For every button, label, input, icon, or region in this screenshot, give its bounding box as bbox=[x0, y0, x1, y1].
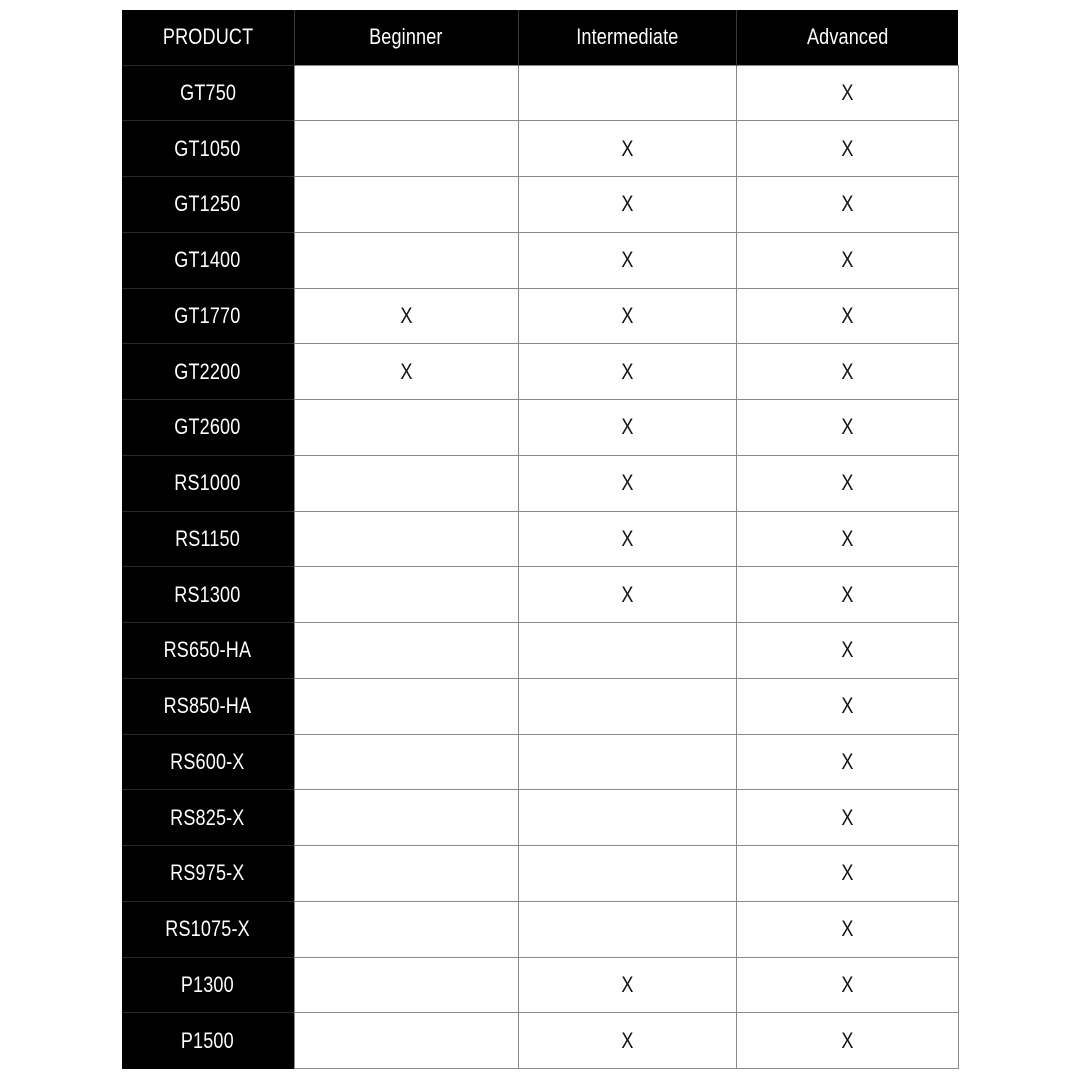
advanced-cell bbox=[736, 846, 958, 902]
intermediate-cell-value: X bbox=[620, 247, 634, 273]
advanced-cell bbox=[736, 567, 958, 623]
advanced-cell-value: X bbox=[840, 1027, 854, 1053]
product-cell-value: RS850-HA bbox=[163, 693, 252, 719]
beginner-cell bbox=[294, 734, 518, 790]
product-cell-value: GT1250 bbox=[174, 191, 241, 217]
product-cell bbox=[122, 790, 294, 846]
intermediate-cell-value: X bbox=[620, 414, 634, 440]
intermediate-cell-value: X bbox=[620, 525, 634, 551]
intermediate-cell bbox=[518, 65, 736, 121]
product-cell bbox=[122, 734, 294, 790]
table-row bbox=[122, 400, 958, 456]
table-row bbox=[122, 232, 958, 288]
advanced-cell-value: X bbox=[840, 358, 854, 384]
intermediate-cell bbox=[518, 455, 736, 511]
advanced-cell-value: X bbox=[840, 860, 854, 886]
advanced-cell bbox=[736, 177, 958, 233]
beginner-cell bbox=[294, 288, 518, 344]
advanced-cell bbox=[736, 65, 958, 121]
intermediate-cell-value: X bbox=[620, 358, 634, 384]
beginner-cell bbox=[294, 344, 518, 400]
table-row bbox=[122, 511, 958, 567]
intermediate-cell bbox=[518, 511, 736, 567]
beginner-cell bbox=[294, 901, 518, 957]
product-cell-value: P1300 bbox=[181, 971, 235, 997]
table-row bbox=[122, 344, 958, 400]
advanced-cell-value: X bbox=[840, 191, 854, 217]
beginner-cell-value: X bbox=[399, 302, 413, 328]
header-row bbox=[122, 10, 958, 65]
product-cell bbox=[122, 678, 294, 734]
beginner-cell bbox=[294, 121, 518, 177]
table-header bbox=[122, 10, 958, 65]
table-row bbox=[122, 65, 958, 121]
header-intermediate-label: Intermediate bbox=[575, 24, 679, 50]
advanced-cell-value: X bbox=[840, 916, 854, 942]
table-row bbox=[122, 177, 958, 233]
intermediate-cell bbox=[518, 1013, 736, 1069]
product-cell bbox=[122, 288, 294, 344]
advanced-cell-value: X bbox=[840, 748, 854, 774]
table-row bbox=[122, 734, 958, 790]
product-cell bbox=[122, 846, 294, 902]
intermediate-cell bbox=[518, 567, 736, 623]
advanced-cell-value: X bbox=[840, 525, 854, 551]
table-row bbox=[122, 455, 958, 511]
beginner-cell-value: X bbox=[399, 358, 413, 384]
product-cell bbox=[122, 65, 294, 121]
intermediate-cell bbox=[518, 623, 736, 679]
table-row bbox=[122, 288, 958, 344]
header-beginner-label: Beginner bbox=[369, 24, 443, 50]
beginner-cell bbox=[294, 455, 518, 511]
header-intermediate bbox=[518, 10, 736, 65]
advanced-cell bbox=[736, 678, 958, 734]
product-cell-value: RS1075-X bbox=[165, 916, 251, 942]
intermediate-cell bbox=[518, 678, 736, 734]
beginner-cell bbox=[294, 511, 518, 567]
beginner-cell bbox=[294, 400, 518, 456]
intermediate-cell bbox=[518, 288, 736, 344]
intermediate-cell-value: X bbox=[620, 971, 634, 997]
advanced-cell-value: X bbox=[840, 693, 854, 719]
advanced-cell-value: X bbox=[840, 470, 854, 496]
intermediate-cell-value: X bbox=[620, 470, 634, 496]
table-row bbox=[122, 623, 958, 679]
product-cell-value: GT2600 bbox=[174, 414, 241, 440]
table-row bbox=[122, 567, 958, 623]
product-cell bbox=[122, 455, 294, 511]
advanced-cell bbox=[736, 344, 958, 400]
advanced-cell bbox=[736, 1013, 958, 1069]
intermediate-cell-value: X bbox=[620, 191, 634, 217]
product-cell bbox=[122, 901, 294, 957]
advanced-cell bbox=[736, 121, 958, 177]
product-cell bbox=[122, 957, 294, 1013]
intermediate-cell-value: X bbox=[620, 581, 634, 607]
intermediate-cell bbox=[518, 232, 736, 288]
intermediate-cell bbox=[518, 957, 736, 1013]
product-cell bbox=[122, 344, 294, 400]
beginner-cell bbox=[294, 567, 518, 623]
table-row bbox=[122, 846, 958, 902]
product-cell-value: GT750 bbox=[179, 79, 236, 105]
advanced-cell bbox=[736, 511, 958, 567]
advanced-cell-value: X bbox=[840, 79, 854, 105]
intermediate-cell bbox=[518, 121, 736, 177]
advanced-cell-value: X bbox=[840, 302, 854, 328]
product-cell-value: RS1000 bbox=[174, 470, 241, 496]
intermediate-cell bbox=[518, 344, 736, 400]
beginner-cell bbox=[294, 623, 518, 679]
intermediate-cell bbox=[518, 734, 736, 790]
product-skill-level-table bbox=[122, 10, 959, 1069]
advanced-cell-value: X bbox=[840, 804, 854, 830]
advanced-cell-value: X bbox=[840, 414, 854, 440]
advanced-cell bbox=[736, 790, 958, 846]
product-cell bbox=[122, 623, 294, 679]
product-cell-value: RS600-X bbox=[170, 748, 245, 774]
product-cell-value: GT2200 bbox=[174, 358, 241, 384]
table-row bbox=[122, 121, 958, 177]
intermediate-cell-value: X bbox=[620, 1027, 634, 1053]
product-cell-value: GT1050 bbox=[174, 135, 241, 161]
product-cell-value: GT1770 bbox=[174, 302, 241, 328]
table-row bbox=[122, 678, 958, 734]
product-cell-value: P1500 bbox=[181, 1027, 235, 1053]
beginner-cell bbox=[294, 957, 518, 1013]
advanced-cell-value: X bbox=[840, 247, 854, 273]
table-row bbox=[122, 790, 958, 846]
intermediate-cell bbox=[518, 400, 736, 456]
product-cell-value: RS1150 bbox=[175, 525, 241, 551]
product-cell bbox=[122, 232, 294, 288]
advanced-cell bbox=[736, 288, 958, 344]
intermediate-cell bbox=[518, 790, 736, 846]
beginner-cell bbox=[294, 232, 518, 288]
beginner-cell bbox=[294, 790, 518, 846]
product-cell-value: RS650-HA bbox=[163, 637, 252, 663]
intermediate-cell bbox=[518, 901, 736, 957]
advanced-cell bbox=[736, 623, 958, 679]
product-cell-value: RS1300 bbox=[174, 581, 241, 607]
advanced-cell bbox=[736, 232, 958, 288]
product-cell bbox=[122, 177, 294, 233]
table-row bbox=[122, 957, 958, 1013]
product-cell-value: RS825-X bbox=[170, 804, 245, 830]
intermediate-cell-value: X bbox=[620, 302, 634, 328]
beginner-cell bbox=[294, 65, 518, 121]
header-product-label: PRODUCT bbox=[162, 24, 253, 50]
advanced-cell-value: X bbox=[840, 971, 854, 997]
product-cell bbox=[122, 567, 294, 623]
header-beginner bbox=[294, 10, 518, 65]
beginner-cell bbox=[294, 846, 518, 902]
table-row bbox=[122, 901, 958, 957]
header-product bbox=[122, 10, 294, 65]
table-body bbox=[122, 65, 958, 1069]
product-cell bbox=[122, 511, 294, 567]
product-cell-value: RS975-X bbox=[170, 860, 245, 886]
advanced-cell-value: X bbox=[840, 135, 854, 161]
beginner-cell bbox=[294, 678, 518, 734]
product-cell-value: GT1400 bbox=[174, 247, 241, 273]
advanced-cell bbox=[736, 734, 958, 790]
advanced-cell bbox=[736, 400, 958, 456]
beginner-cell bbox=[294, 1013, 518, 1069]
advanced-cell-value: X bbox=[840, 581, 854, 607]
header-advanced bbox=[736, 10, 958, 65]
advanced-cell bbox=[736, 901, 958, 957]
product-cell bbox=[122, 121, 294, 177]
table-row bbox=[122, 1013, 958, 1069]
advanced-cell bbox=[736, 957, 958, 1013]
advanced-cell bbox=[736, 455, 958, 511]
intermediate-cell-value: X bbox=[620, 135, 634, 161]
product-cell bbox=[122, 1013, 294, 1069]
beginner-cell bbox=[294, 177, 518, 233]
advanced-cell-value: X bbox=[840, 637, 854, 663]
intermediate-cell bbox=[518, 846, 736, 902]
header-advanced-label: Advanced bbox=[806, 24, 889, 50]
intermediate-cell bbox=[518, 177, 736, 233]
product-cell bbox=[122, 400, 294, 456]
